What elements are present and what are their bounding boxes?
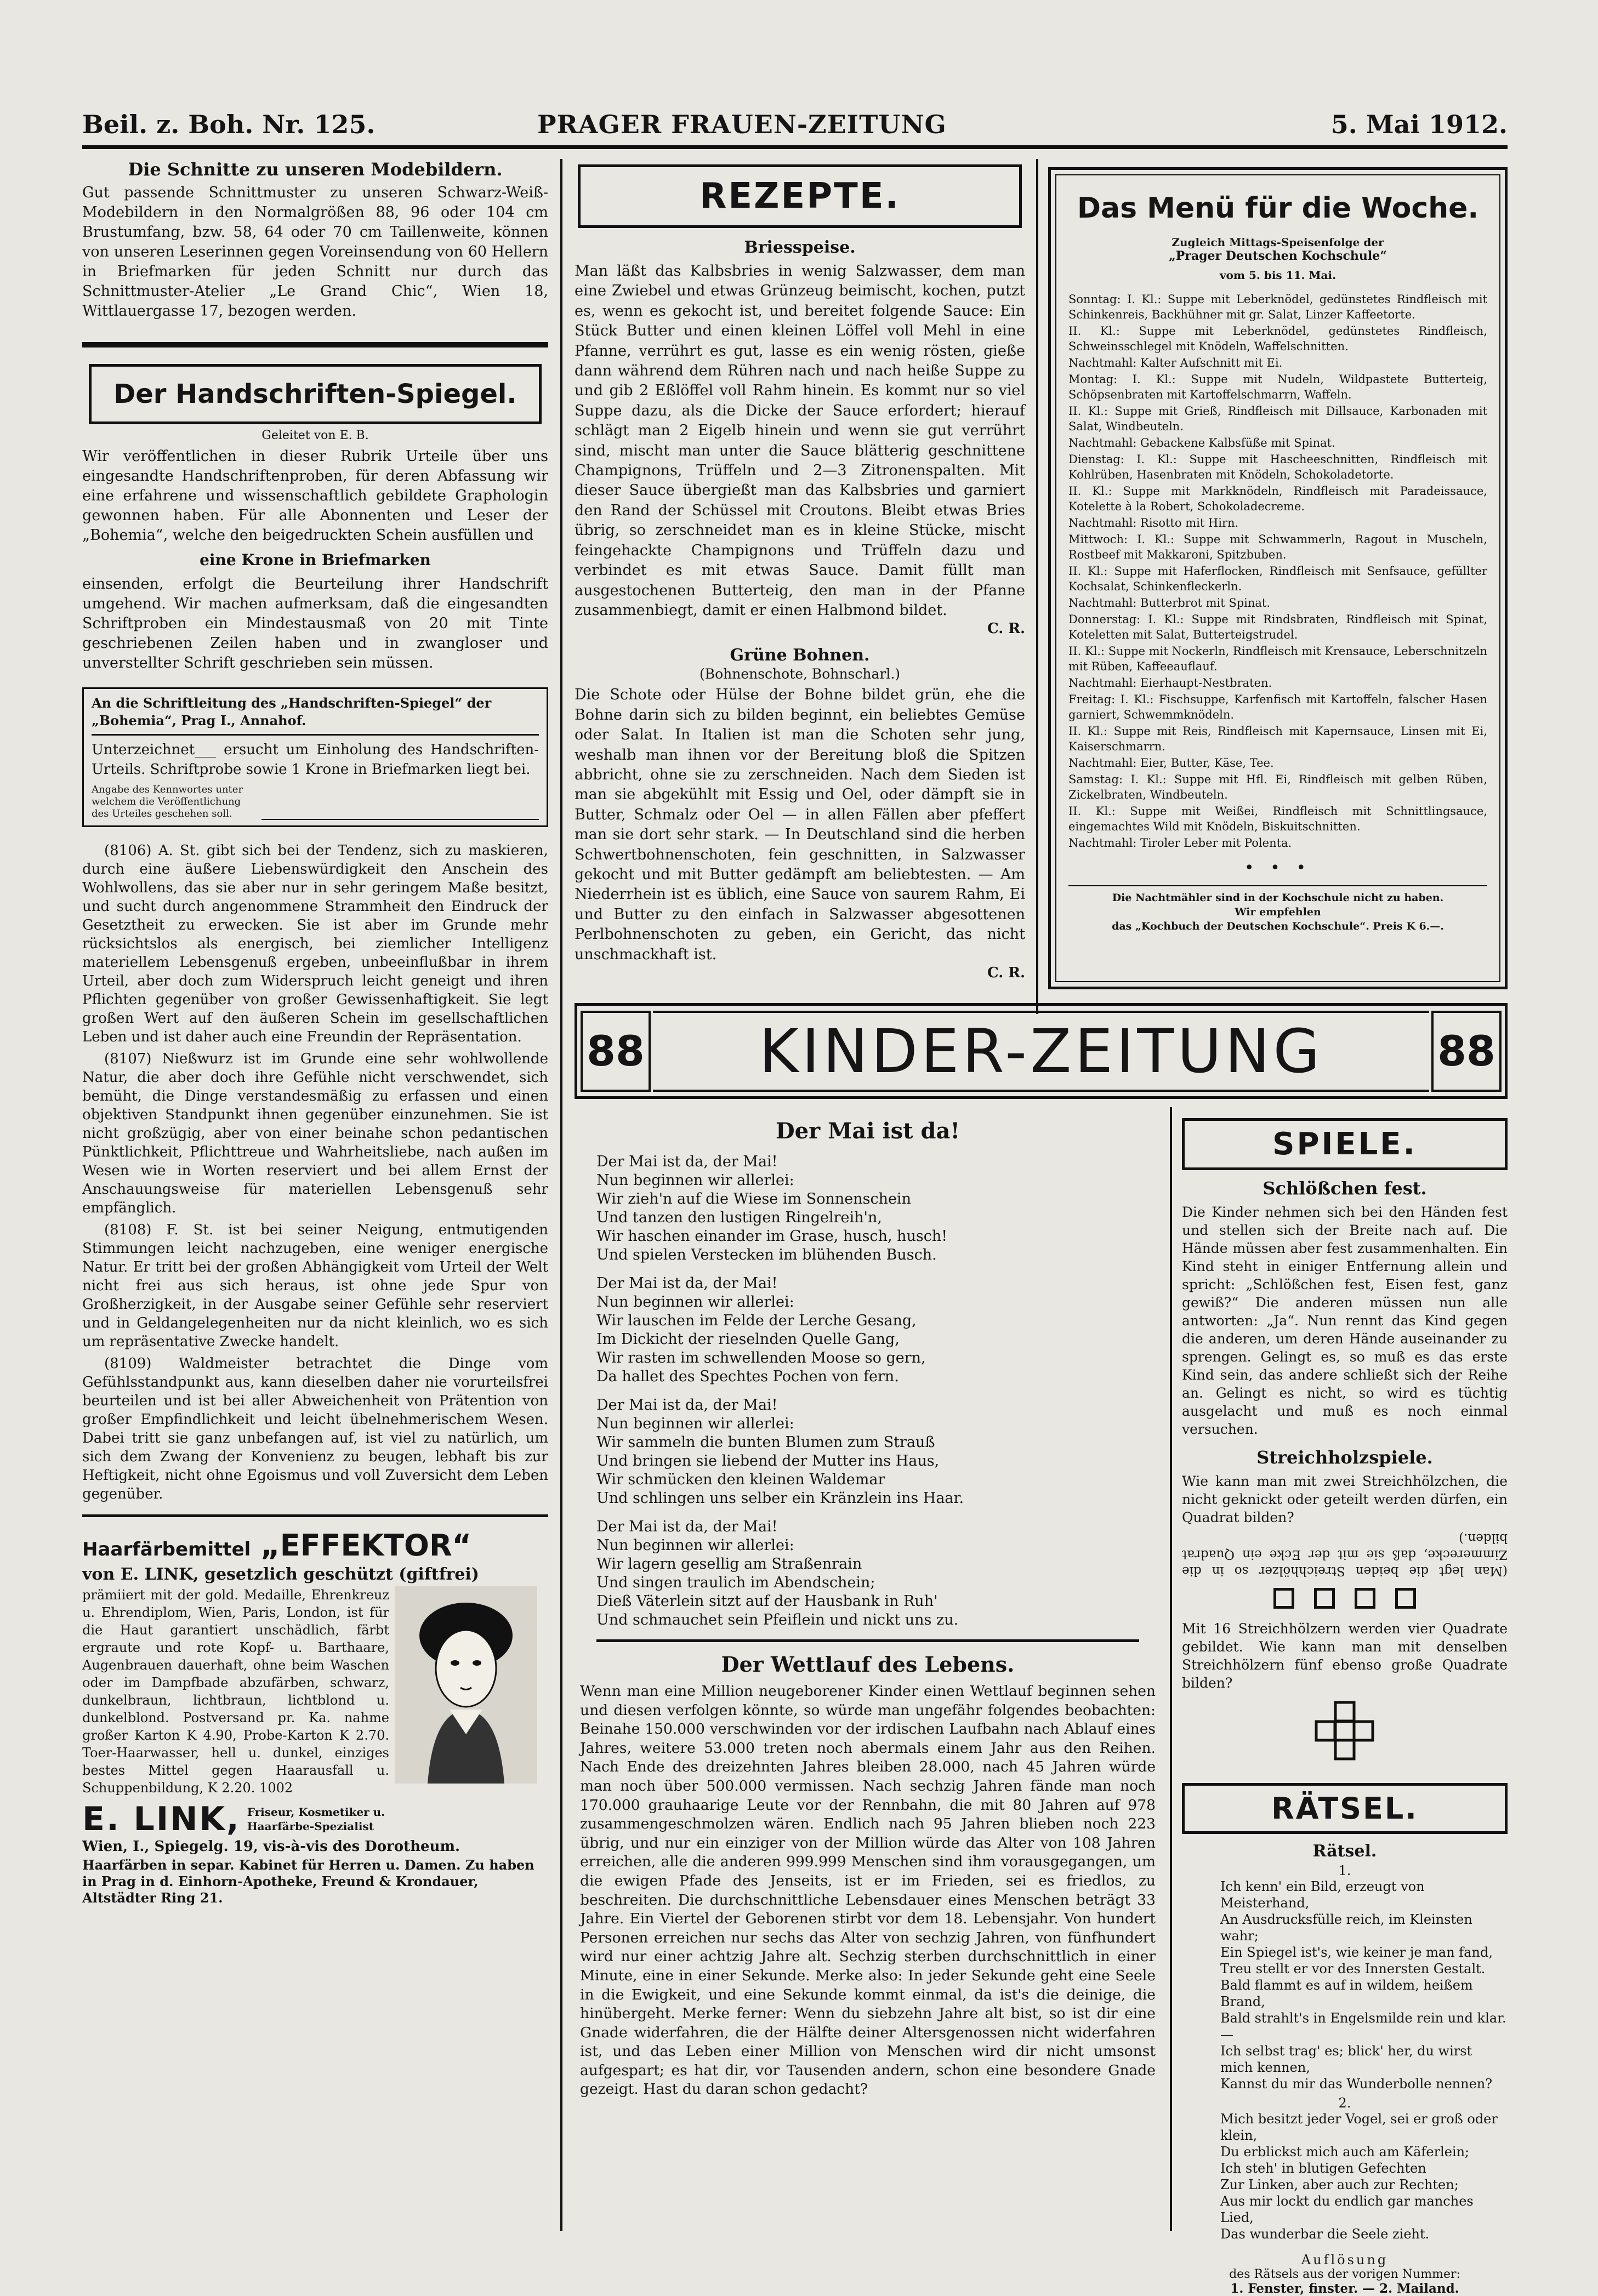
column-rule: [1170, 1107, 1172, 2231]
poem-line: Wir haschen einander im Grase, husch, husch!: [596, 1228, 948, 1245]
raetsel-line: Bald strahlt's in Engelsmilde rein und klar. —: [1220, 2010, 1506, 2042]
poem-line: Wir rasten im schwellenden Moose so gern,: [596, 1349, 926, 1366]
menu-days: [1068, 292, 1487, 851]
coupon-body: Unterzeichnet___ ersucht um Einholung des Handschriften-Urteils. Schriftprobe sowie 1 Krone in Briefmarken liegt bei.: [92, 742, 539, 778]
menu-note-3: das „Kochbuch der Deutschen Kochschule“. Preis K 6.—.: [1112, 920, 1444, 932]
menu-day-line: II. Kl.: Suppe mit Reis, Rindfleisch mit Kapernsauce, Linsen mit Ei, Kaiserschmarrn.: [1068, 725, 1487, 753]
menu-day-line: II. Kl.: Suppe mit Haferflocken, Rindfleisch mit Senfsauce, gefüllter Kochsalat, Schinkenfleckerln.: [1068, 565, 1487, 593]
game-1-title: Schlößchen fest.: [1263, 1178, 1427, 1199]
poem-line: Und tanzen den lustigen Ringelreih'n,: [596, 1209, 882, 1226]
poem-line: Da hallet des Spechtes Pochen von fern.: [596, 1368, 899, 1385]
coupon-signature-line[interactable]: [261, 786, 539, 820]
poem-line: Und schmauchet sein Pfeiflein und nickt uns zu.: [596, 1611, 959, 1628]
wettlauf-text: Wenn man eine Million neugeborener Kinder einen Wettlauf beginnen sehen und diesen verfolgen könnte, so würde man ungefähr folgendes beobachten: Beinahe 150.000 verschwinden vor der irdischen Laufbahn nach Ablauf eines Jahres, weitere 53.000 treten noch abermals einem Jahr aus den Reihen. Nach Ende des dreizehnten Jahres bleiben 28.000, nach 45 Jahren würde man noch über 500.000 vermissen. Nach sechzig Jahren fände man noch 170.000 grauhaarige Leute vor der Rennbahn, die mit 80 Jahren auf 978 zusammengeschmolzen wären. Endlich nach 95 Jahren blieben noch 223 übrig, und nur ein einziger von der Million würde das Alter von 108 Jahren erreichen, alle die anderen 999.999 Menschen sind ihm vorausgegangen, um die ewigen Pfade des Jenseits, ist er im Frieden, sei es friedlos, zu beschreiten. Die durchschnittliche Lebensdauer eines Menschen beträgt 33 Jahre. Ein Viertel der Geborenen stirbt vor dem 18. Lebensjahr. Von hundert Personen erreichen nur sechs das Alter von sechzig Jahren, von fünfhundert wird nur einer achtzig Jahre alt. Sechzig sterben durchschnittlich in einer Minute, eine in einer Sekunde. Merke also: In jeder Sekunde geht eine Seele in die Ewigkeit, und eine Sekunde kommt einmal, da ist's die deinige, die hinübergeht. Merke ferner: Wenn du siebzehn Jahre alt bist, so ist dir eine Gnade widerfahren, die der Hälfte deiner Altersgenossen nicht widerfahren ist, und das Leben einer Million von Menschen wird dir nicht umsonst aufgespart; es hat dir, vor Tausenden andern, schon eine besondere Gnade gezeigt. Hast du daran schon gedacht?: [580, 1683, 1156, 2098]
game-3-text: Mit 16 Streichhölzern werden vier Quadrate gebildet. Wie kann man mit denselben Streichhölzern fünf ebenso große Quadrate bilden?: [1182, 1621, 1508, 1691]
schnitte-text: Gut passende Schnittmuster zu unseren Schwarz-Weiß-Modebildern in den Normalgrößen 88, 96 oder 104 cm Brustumfang, bzw. 58, 64 oder 70 cm Taillenweite, können von unseren Leserinnen gegen Voreinsendung von 60 Hellern in Briefmarken für jeden Schnitt nur durch das Schnittmuster-Atelier „Le Grand Chic“, Wien 18, Wittlauergasse 17, bezogen werden.: [82, 184, 548, 320]
kinder-column: [575, 1118, 1161, 2099]
menu-day-line: Nachtmahl: Risotto mit Hirn.: [1068, 516, 1239, 529]
raetsel-line: Das wunderbar die Seele zieht.: [1220, 2226, 1430, 2242]
recipe-2-signature: C. R.: [987, 965, 1025, 981]
effektor-ad: [82, 1528, 548, 1906]
solution-line-1: des Rätsels aus der vorigen Nummer:: [1229, 2267, 1460, 2281]
poem-line: Nun beginnen wir allerlei:: [596, 1172, 794, 1189]
cross-figure: [1182, 1701, 1508, 1761]
poem-line: Wir zieh'n auf die Wiese im Sonnenschein: [596, 1190, 911, 1207]
raetsel-line: Ich kenn' ein Bild, erzeugt von Meisterhand,: [1220, 1879, 1425, 1911]
issue-date: 5. Mai 1912.: [1330, 110, 1508, 139]
raetsel-title-box: [1182, 1783, 1508, 1834]
spiegel-krone: eine Krone in Briefmarken: [200, 551, 431, 569]
spiegel-text-2: einsenden, erfolgt die Beurteilung ihrer Handschrift umgehend. Wir machen aufmerksam, daß die eingesandten Schriftproben ein Mindestausmaß von 20 mit Tinte geschriebenen Zeilen haben und in zwangloser und unverstellter Schrift geschrieben sein müssen.: [82, 576, 548, 671]
ad-footer: Haarfärben in separ. Kabinet für Herren u. Damen. Zu haben in Prag in d. Einhorn-Apotheke, Freund & Krondauer, Altstädter Ring 21.: [82, 1857, 534, 1906]
poem-line: Und bringen sie liebend der Mutter ins Haus,: [596, 1452, 940, 1469]
page-header: [82, 104, 1508, 143]
column-rule: [560, 159, 562, 2231]
urteil-8106: (8106) A. St. gibt sich bei der Tendenz, sich zu maskieren, durch eine äußere Liebenswürdigkeit den Anschein des Wohlwollens, das sie aber nur in sehr geringem Maße besitzt, und sucht durch angenommene Strammheit den Eindruck der Gesetztheit zu erwecken. Sie ist aber im Grunde mehr rücksichtslos als energisch, bei ziemlicher Intelligenz materiellem Lebensgenuß ergeben, unbeeinflußbar in ihrem Urteil, aber doch zum Widerspruch leicht geneigt und ihren Pflichten gegenüber von großer Gewissenhaftigkeit. Sie legt großen Wert auf den äußeren Schein im gesellschaftlichen Leben und ist daher auch eine Freundin der Repräsentation.: [82, 842, 548, 1045]
menu-note-1: Die Nachtmähler sind in der Kochschule nicht zu haben.: [1112, 892, 1444, 904]
wettlauf-title: Der Wettlauf des Lebens.: [721, 1652, 1015, 1677]
poem-line: Der Mai ist da, der Mai!: [596, 1397, 778, 1414]
coupon-head: An die Schriftleitung des „Handschriften-Spiegel“ der „Bohemia“, Prag I., Annahof.: [92, 695, 492, 728]
spiegel-text: Wir veröffentlichen in dieser Rubrik Urteile über uns eingesandte Handschriftenproben, für deren Abfassung wir eine erfahrene und wissenschaftlich gebildete Graphologin gewonnen haben. Für alle Abonnenten und Leser der „Bohemia“, welche den beigedruckten Schein ausfüllen und: [82, 448, 548, 544]
header-rule: [82, 145, 1508, 149]
poem-line: Und schlingen uns selber ein Kränzlein ins Haar.: [596, 1490, 964, 1507]
raetsel-title: RÄTSEL.: [1271, 1791, 1418, 1826]
menu-day-line: Mittwoch: I. Kl.: Suppe mit Schwammerln, Ragout in Muscheln, Rostbeef mit Makkaroni, Spitzbuben.: [1068, 533, 1487, 561]
menu-day-line: Donnerstag: I. Kl.: Suppe mit Rindsbraten, Rindfleisch mit Spinat, Koteletten mit Salat, Butterteigstrudel.: [1068, 613, 1487, 641]
ornament: • • •: [1244, 858, 1312, 878]
poem-line: Nun beginnen wir allerlei:: [596, 1537, 794, 1554]
spiele-title-box: [1182, 1118, 1508, 1170]
ad-address: Wien, I., Spiegelg. 19, vis-à-vis des Dorotheum.: [82, 1838, 460, 1855]
poem-stanza: [596, 1153, 1161, 1264]
menu-day-line: II. Kl.: Suppe mit Nockerln, Rindfleisch mit Krensauce, Leberschnitzeln mit Rüben, Kaffeeauflauf.: [1068, 645, 1487, 673]
poem-line: Der Mai ist da, der Mai!: [596, 1153, 778, 1170]
game-2-title: Streichholzspiele.: [1256, 1447, 1433, 1468]
raetsel-1: [1182, 1878, 1508, 2092]
poem-line: Wir lauschen im Felde der Lerche Gesang,: [596, 1312, 917, 1329]
raetsel-line: Du erblickst mich auch am Käferlein;: [1220, 2144, 1470, 2160]
column-rule: [1036, 159, 1038, 1014]
raetsel-2-number: 2.: [1338, 2095, 1351, 2111]
game-1-text: Die Kinder nehmen sich bei den Händen fest und stellen sich der Breite nach auf. Die Hände müssen aber fest zusammenhalten. Ein Kind steht in einiger Entfernung allein und spricht: „Schlößchen fest, Eisen fest, ganz gewiß?“ Die anderen müssen nun alle antworten: „Ja“. Nun rennt das Kind gegen die anderen, um deren Hände auseinander zu sprengen. Gelingt es, so muß es das erste Kind sein, das andere schließt sich der Reihe an. Gelingt es nicht, so wird es tüchtig ausgelacht und muß es noch einmal versuchen.: [1182, 1204, 1508, 1437]
divider: [82, 342, 548, 347]
raetsel-line: Ich selbst trag' es; blick' her, du wirst mich kennen,: [1220, 2043, 1472, 2075]
game-2-solution-upside-down: (Man legt die beiden Streichhölzer so in die Zimmerecke, daß sie mit der Ecke ein Quadrat bilden.): [1182, 1531, 1508, 1578]
four-squares-figure: [1182, 1588, 1508, 1611]
left-column: [82, 159, 548, 1906]
raetsel-line: Ein Spiegel ist's, wie keiner je man fand,: [1220, 1945, 1493, 1960]
menu-title: Das Menü für die Woche.: [1077, 192, 1479, 225]
spiele-title: SPIELE.: [1272, 1126, 1417, 1162]
poem-line: Der Mai ist da, der Mai!: [596, 1518, 778, 1535]
solution-line-2: 1. Fenster, finster. — 2. Mailand.: [1230, 2281, 1459, 2296]
urteil-8107: (8107) Nießwurz ist im Grunde eine sehr wohlwollende Natur, die aber doch ihre Gefühle nicht verschwendet, sich bemüht, die Dinge verstandesmäßig zu erfassen und einen objektiven Standpunkt ihnen gegenüber einzunehmen. Sie ist nicht großzügig, aber von einer beinahe schon pedantischen Pünktlichkeit, Pflichttreue und Wahrheitsliebe, nach außen im Wesen wie in Worten reserviert und bei allem Ernst der Anschauungsweise für materiellen Lebensgenuß sehr empfänglich.: [82, 1051, 548, 1216]
poem: [575, 1153, 1161, 1630]
raetsel-line: Zur Linken, aber auch zur Rechten;: [1220, 2177, 1459, 2192]
raetsel-line: Treu stellt er vor des Innersten Gestalt.: [1220, 1961, 1486, 1976]
coupon-box[interactable]: [82, 687, 548, 827]
urteil-8109: (8109) Waldmeister betrachtet die Dinge vom Gefühlsstandpunkt aus, kann dieselben daher nie vorurteilsfrei beurteilen und ist bei aller Abweichenheit von Prätention von großer Empfindlichkeit und leicht übelnehmerischem Wesen. Dabei tritt sie ganz unbefangen auf, ist viel zu natürlich, um sich dem Zwang der Konvenienz zu beugen, lebhaft bis zur Heftigkeit, nicht ohne Egoismus und voll Zuversicht dem Leben gegenüber.: [82, 1355, 548, 1502]
recipe-2-title: Grüne Bohnen.: [730, 646, 870, 665]
poem-line: Nun beginnen wir allerlei:: [596, 1294, 794, 1311]
menu-sub-2: „Prager Deutschen Kochschule“: [1169, 249, 1387, 263]
rezepte-title-box: [578, 164, 1022, 228]
kinder-zeitung-banner: [575, 1003, 1508, 1099]
issue-number: Beil. z. Boh. Nr. 125.: [82, 110, 376, 139]
menu-day-line: Dienstag: I. Kl.: Suppe mit Hascheeschnitten, Rindfleisch mit Kohlrüben, Hasenbraten mit Knödeln, Schokoladetorte.: [1068, 453, 1487, 481]
recipe-1-title: Briesspeise.: [744, 238, 856, 257]
solution-title: Auflösung: [1301, 2252, 1389, 2267]
poem-line: Und singen traulich im Abendschein;: [596, 1574, 875, 1591]
menu-note-2: Wir empfehlen: [1235, 906, 1321, 918]
raetsel-line: Ich steh' in blutigen Gefechten: [1220, 2161, 1426, 2176]
divider: [82, 1514, 548, 1517]
masthead: PRAGER FRAUEN-ZEITUNG: [537, 110, 947, 139]
game-2-text: Wie kann man mit zwei Streichhölzchen, die nicht geknickt oder geteilt werden dürfen, ein Quadrat bilden?: [1182, 1473, 1508, 1525]
poem-stanza: [596, 1396, 1161, 1508]
poem-title: Der Mai ist da!: [775, 1118, 960, 1144]
menu-day-line: Sonntag: I. Kl.: Suppe mit Leberknödel, gedünstetes Rindfleisch mit Schinkenreis, Backhühner mit gr. Salat, Linzer Kaffeetorte.: [1068, 293, 1487, 321]
menu-day-line: Nachtmahl: Eierhaupt-Nestbraten.: [1068, 676, 1272, 690]
poem-line: Dieß Väterlein sitzt auf der Hausbank in Ruh': [596, 1593, 938, 1610]
menu-day-line: II. Kl.: Suppe mit Grieß, Rindfleisch mit Dillsauce, Karbonaden mit Salat, Windbeuteln.: [1068, 404, 1487, 433]
rezepte-title: REZEPTE.: [700, 176, 900, 217]
menu-day-line: Nachtmahl: Butterbrot mit Spinat.: [1068, 596, 1271, 609]
recipe-1-text: Man läßt das Kalbsbries in wenig Salzwasser, dem man eine Zwiebel und etwas Grünzeug beimischt, kochen, putzt es, wenn es gekocht ist, und bereitet folgende Sauce: Ein Stück Butter und einen kleinen Löffel voll Mehl in eine Pfanne, verrührt es gut, lasse es ein wenig rösten, gieße dann während dem Rühren nach und nach heiße Suppe zu und gib 2 Eßlöffel voll Rahm hinein. Es kommt nur so viel Suppe dazu, als die Dicke der Sauce erfordert; hierauf schlägt man 2 Eigelb hinein und wenn sie gut verrührt sind, mischt man unter die Sauce blätterig geschnittene Champignons, Trüffeln und 2—3 Zitronenspalten. Mit dieser Sauce übergießt man das Kalbsbries und garniert den Rand der Schüssel mit Croutons. Bleibt etwas Bries übrig, so zerschneidet man es in kleine Stücke, mischt feingehackte Champignons und Trüffeln dazu und verbindet es mit etwas Sauce. Damit füllt man ausgestochenen Butterteig, den man in der Pfanne zusammenbiegt, damit er einen Halbmond bildet.: [575, 263, 1025, 619]
urteil-8108: (8108) F. St. ist bei seiner Neigung, entmutigenden Stimmungen leicht nachzugeben, eine weniger energische Natur. Er tritt bei der großen Abhängigkeit vom Urteil der Welt nicht frei aus sich heraus, ist ohne jede Spur von Großherzigkeit, in der Ausgabe seiner Gefühle sehr reserviert und in Geldangelegenheiten nur da nicht kleinlich, wo es sich um repräsentative Zwecke handelt.: [82, 1222, 548, 1350]
ad-text: prämiiert mit der gold. Medaille, Ehrenkreuz u. Ehrendiplom, Wien, Paris, London, ist für die Haut garantiert unschädlich, färbt ergraute und rote Kopf- u. Barthaare, Augenbrauen dauerhaft, ohne beim Waschen oder im Dampfbade abzufärben, schwarz, dunkelbraun, lichtbraun, lichtblond u. dunkelblond. Postversand pr. Ka. nahme großer Karton K 4.90, Probe-Karton K 2.70. Toer-Haarwasser, hell u. dunkel, einziges bestes Mittel gegen Haarausfall u. Schuppenbildung, K 2.20. 1002: [82, 1587, 389, 1796]
ad-firm: Friseur, Kosmetiker u. Haarfärbe-Spezialist: [247, 1805, 385, 1833]
coupon-small: Angabe des Kennwortes unter welchem die Veröffentlichung des Urteiles geschehen soll.: [92, 784, 243, 819]
poem-line: Im Dickicht der rieselnden Quelle Gang,: [596, 1331, 900, 1348]
raetsel-1-number: 1.: [1338, 1863, 1351, 1878]
poem-line: Wir sammeln die bunten Blumen zum Strauß: [596, 1434, 935, 1451]
poem-line: Wir schmücken den kleinen Waldemar: [596, 1471, 885, 1488]
poem-stanza: [596, 1274, 1161, 1386]
emblem-icon: 88: [1431, 1011, 1502, 1092]
menu-day-line: II. Kl.: Suppe mit Weißei, Rindfleisch mit Schnittlingsauce, eingemachtes Wild mit Knödeln, Biskuitschnitten.: [1068, 805, 1487, 833]
menu-day-line: II. Kl.: Suppe mit Markknödeln, Rindfleisch mit Paradeissauce, Kotelette à la Robert, Schokoladecreme.: [1068, 485, 1487, 513]
recipe-2-text: Die Schote oder Hülse der Bohne bildet grün, ehe die Bohne darin sich zu bilden beginnt, ein beliebtes Gemüse oder Salat. In Italien ist man die Schoten sehr jung, weshalb man ihnen vor der Bereitung bloß die Spitzen abbricht, ohne sie zu zerschneiden. Nach dem Sieden ist man sie abgekühlt mit Essig und Oel, oder dämpft sie in Butter, Schmalz oder Oel — in allen Fällen aber pfeffert man sie dort sehr stark. — In Deutschland sind die herben Schwertbohnenschoten, fein geschnitten, in Salzwasser gekocht und mit Butter gedämpft am beliebtesten. — Am Niederrhein ist es üblich, eine Sauce von saurem Rahm, Ei und Butter zu den einfach in Salzwasser abgesottenen Perlbohnenschoten zu geben, ein Gericht, das nicht unschmackhaft ist.: [575, 686, 1025, 963]
spiegel-title: Der Handschriften-Spiegel.: [113, 379, 517, 409]
menu-day-line: Nachtmahl: Tiroler Leber mit Polenta.: [1068, 836, 1292, 850]
spiele-column: [1182, 1118, 1508, 2296]
menu-day-line: Nachtmahl: Kalter Aufschnitt mit Ei.: [1068, 356, 1283, 369]
spiegel-title-box: [89, 364, 542, 424]
menu-date-range: vom 5. bis 11. Mai.: [1219, 269, 1337, 282]
menu-sub-1: Zugleich Mittags-Speisenfolge der: [1172, 236, 1384, 249]
menu-day-line: Samstag: I. Kl.: Suppe mit Hfl. Ei, Rindfleisch mit gelben Rüben, Zickelbraten, Windbeuteln.: [1068, 773, 1487, 801]
raetsel-line: Aus mir lockt du endlich gar manches Lied,: [1220, 2194, 1474, 2225]
poem-line: Wir lagern gesellig am Straßenrain: [596, 1556, 862, 1573]
rezepte-column: [575, 164, 1025, 981]
poem-line: Und spielen Verstecken im blühenden Busch.: [596, 1246, 937, 1263]
menu-day-line: Montag: I. Kl.: Suppe mit Nudeln, Wildpastete Butterteig, Schöpsenbraten mit Kartoffelschmarrn, Waffeln.: [1068, 373, 1487, 401]
raetsel-line: An Ausdrucksfülle reich, im Kleinsten wahr;: [1220, 1912, 1472, 1944]
poem-line: Nun beginnen wir allerlei:: [596, 1415, 794, 1432]
menu-day-line: Freitag: I. Kl.: Fischsuppe, Karfenfisch mit Kartoffeln, falscher Hasen garniert, Schwemmknödeln.: [1068, 693, 1487, 721]
ad-product-line: Haarfärbemittel: [82, 1539, 251, 1560]
schnitte-title: Die Schnitte zu unseren Modebildern.: [128, 159, 503, 180]
lady-portrait-image: [395, 1586, 537, 1784]
page-frame: [82, 104, 1508, 2296]
spiegel-byline: Geleitet von E. B.: [261, 429, 369, 442]
menu-day-line: Nachtmahl: Gebackene Kalbsfüße mit Spinat.: [1068, 436, 1335, 449]
ad-maker: von E. LINK, gesetzlich geschützt (giftfrei): [82, 1565, 479, 1584]
raetsel-line: Kannst du mir das Wunderbolle nennen?: [1220, 2076, 1493, 2092]
divider: [596, 1639, 1139, 1642]
poem-line: Der Mai ist da, der Mai!: [596, 1275, 778, 1292]
menu-box: [1048, 167, 1508, 989]
ad-brand-name: E. LINK,: [82, 1800, 241, 1838]
poem-stanza: [596, 1518, 1161, 1630]
kinder-zeitung-title: KINDER-ZEITUNG: [653, 1011, 1429, 1092]
menu-day-line: Nachtmahl: Eier, Butter, Käse, Tee.: [1068, 756, 1274, 770]
emblem-icon: 88: [581, 1011, 651, 1092]
recipe-1-signature: C. R.: [987, 620, 1025, 637]
raetsel-line: Mich besitzt jeder Vogel, sei er groß oder klein,: [1220, 2111, 1498, 2143]
raetsel-2: [1182, 2111, 1508, 2242]
raetsel-subtitle: Rätsel.: [1312, 1842, 1377, 1861]
recipe-2-subtitle: (Bohnenschote, Bohnscharl.): [699, 666, 901, 682]
menu-day-line: II. Kl.: Suppe mit Leberknödel, gedünstetes Rindfleisch, Schweinsschlegel mit Knödeln, Waffelschnitten.: [1068, 324, 1487, 353]
raetsel-line: Bald flammt es auf in wildem, heißem Brand,: [1220, 1978, 1473, 2009]
ad-product-name: „EFFEKTOR“: [260, 1528, 472, 1563]
